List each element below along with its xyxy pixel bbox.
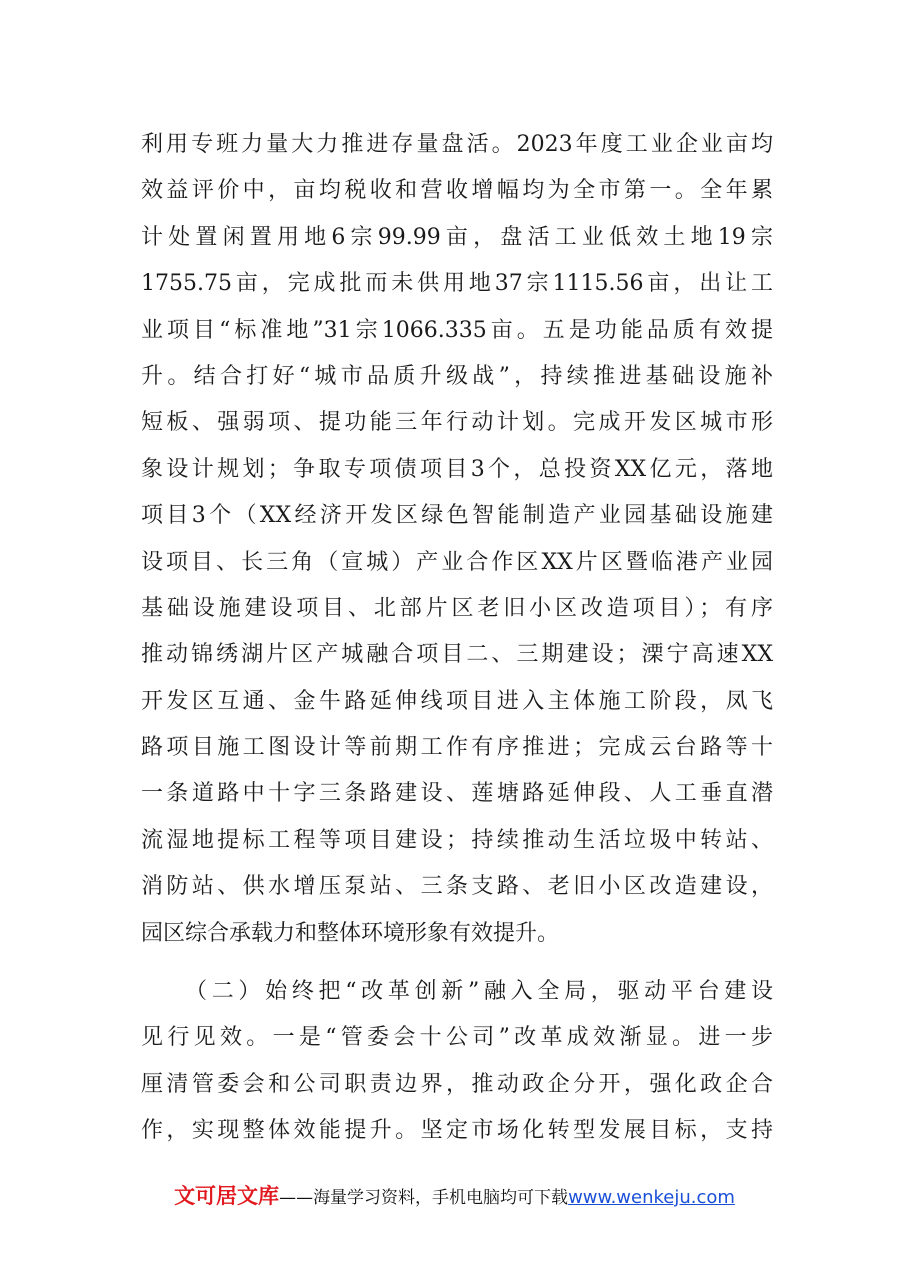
- text-line: 开发区互通、金牛路延伸线项目进入主体施工阶段，凤飞: [141, 688, 773, 714]
- document-body: [141, 122, 773, 1155]
- text-line: 推动锦绣湖片区产城融合项目二、三期建设；溧宁高速XX: [141, 642, 773, 668]
- text-line: 升。结合打好“城市品质升级战”，持续推进基础设施补: [141, 363, 773, 389]
- text-line: 短板、强弱项、提功能三年行动计划。完成开发区城市形: [141, 410, 773, 436]
- text-line: 作，实现整体效能提升。坚定市场化转型发展目标，支持: [141, 1118, 773, 1144]
- footer-website-link[interactable]: www.wenkeju.com: [568, 1187, 735, 1208]
- section-heading-line: （二）始终把“改革创新”融入全局，驱动平台建设: [185, 979, 773, 1005]
- text-line: 厘清管委会和公司职责边界，推动政企分开，强化政企合: [141, 1071, 773, 1097]
- text-line: 效益评价中，亩均税收和营收增幅均为全市第一。全年累: [141, 178, 773, 204]
- paragraph-2: [141, 969, 773, 1155]
- text-line: 见行见效。一是“管委会十公司”改革成效渐显。进一步: [141, 1025, 773, 1051]
- text-line: 路项目施工图设计等前期工作有序推进；完成云台路等十: [141, 735, 773, 761]
- paragraph-gap: [141, 957, 773, 969]
- paragraph-1: [141, 122, 773, 957]
- text-line: 基础设施建设项目、北部片区老旧小区改造项目）；有序: [141, 595, 773, 621]
- text-line: 1755.75亩，完成批而未供用地37宗1115.56亩，出让工: [141, 271, 773, 297]
- text-line: 消防站、供水增压泵站、三条支路、老旧小区改造建设，: [141, 874, 773, 900]
- text-line: 一条道路中十字三条路建设、莲塘路延伸段、人工垂直潜: [141, 781, 773, 807]
- footer-banner: [0, 1180, 909, 1210]
- text-line: 园区综合承载力和整体环境形象有效提升。: [141, 920, 560, 946]
- footer-description: ——海量学习资料，手机电脑均可下载: [279, 1188, 569, 1208]
- footer-brand: 文可居文库: [174, 1184, 280, 1208]
- text-line: 流湿地提标工程等项目建设；持续推动生活垃圾中转站、: [141, 827, 773, 853]
- text-line: 业项目“标准地”31宗1066.335亩。五是功能品质有效提: [141, 317, 773, 343]
- text-line: 利用专班力量大力推进存量盘活。2023年度工业企业亩均: [141, 132, 773, 157]
- text-line: 项目3个（XX经济开发区绿色智能制造产业园基础设施建: [141, 503, 773, 529]
- text-line: 设项目、长三角（宣城）产业合作区XX片区暨临港产业园: [141, 549, 773, 575]
- text-line: 象设计规划；争取专项债项目3个，总投资XX亿元，落地: [141, 456, 773, 482]
- text-line: 计处置闲置用地6宗99.99亩，盘活工业低效土地19宗: [141, 224, 773, 250]
